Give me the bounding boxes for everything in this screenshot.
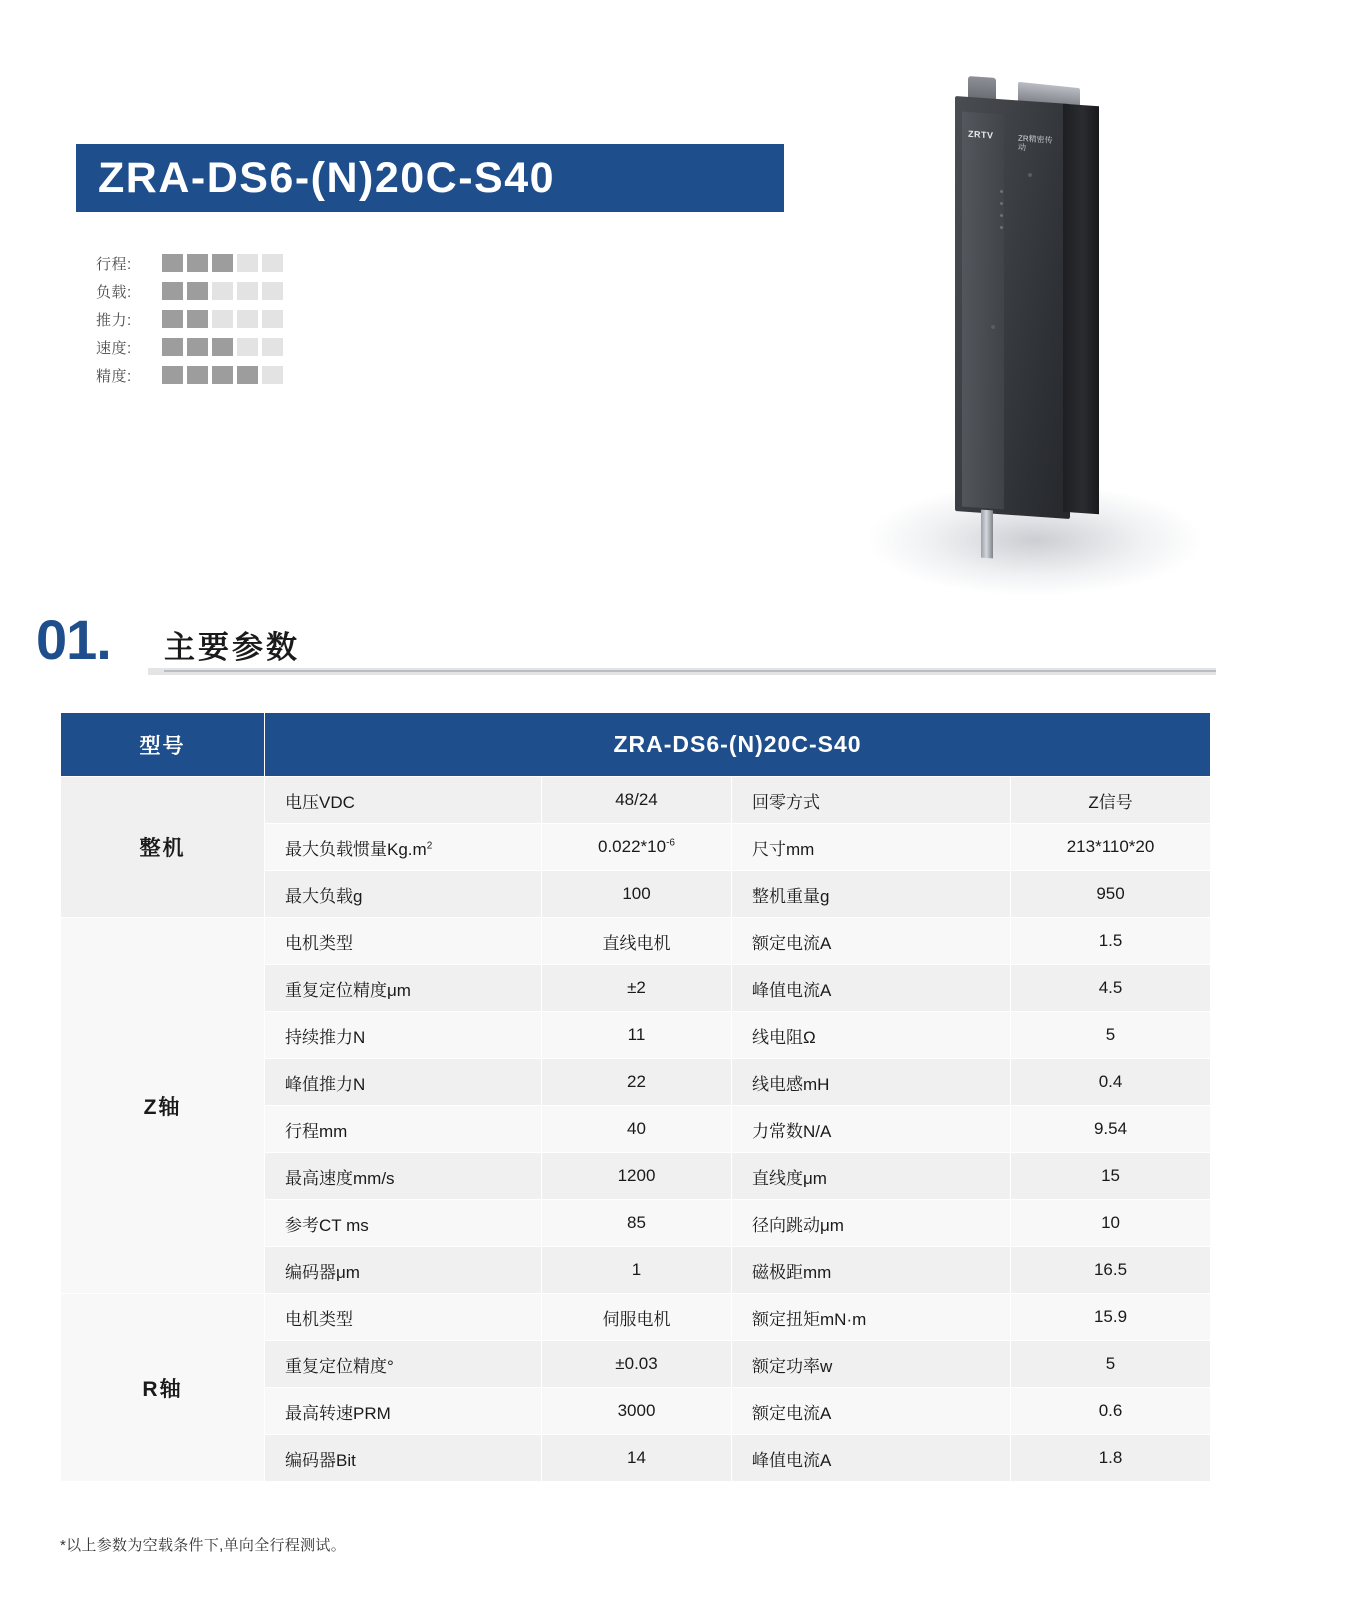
rating-block xyxy=(262,338,283,356)
table-param-name: 行程mm xyxy=(265,1106,542,1153)
rating-block xyxy=(262,254,283,272)
table-param-value: 15 xyxy=(1011,1153,1211,1200)
table-param-value: 22 xyxy=(542,1059,732,1106)
rating-blocks xyxy=(162,254,283,272)
spec-table xyxy=(60,712,1211,1482)
table-param-name: 峰值电流A xyxy=(732,1435,1011,1482)
table-param-name: 峰值电流A xyxy=(732,965,1011,1012)
table-param-name: 力常数N/A xyxy=(732,1106,1011,1153)
table-param-name: 额定功率w xyxy=(732,1341,1011,1388)
table-param-name: 线电阻Ω xyxy=(732,1012,1011,1059)
table-param-name: 额定电流A xyxy=(732,918,1011,965)
device-logo-sub: ZR精密传动 xyxy=(1018,133,1053,153)
rating-block xyxy=(212,254,233,272)
rating-label: 负载: xyxy=(96,283,132,301)
rating-block xyxy=(262,366,283,384)
table-param-value: 100 xyxy=(542,871,732,918)
rating-block xyxy=(237,366,258,384)
table-param-value: 5 xyxy=(1011,1012,1211,1059)
rating-blocks xyxy=(162,366,283,384)
table-param-value: 0.6 xyxy=(1011,1388,1211,1435)
rating-row xyxy=(96,306,396,332)
table-param-value: 85 xyxy=(542,1200,732,1247)
table-param-name: 重复定位精度μm xyxy=(265,965,542,1012)
table-param-name: 尺寸mm xyxy=(732,824,1011,871)
table-param-name: 整机重量g xyxy=(732,871,1011,918)
table-param-value: 16.5 xyxy=(1011,1247,1211,1294)
table-param-name: 最大负载惯量$Kg.m^2$ xyxy=(265,824,542,871)
rating-label: 推力: xyxy=(96,311,132,329)
device-screw xyxy=(991,325,995,329)
table-row xyxy=(61,1294,1211,1341)
table-param-value: 1.8 xyxy=(1011,1435,1211,1482)
device-vent-dots xyxy=(1000,190,1003,238)
rating-row xyxy=(96,250,396,276)
table-param-name: 电压VDC xyxy=(265,777,542,824)
rating-block xyxy=(237,338,258,356)
table-row xyxy=(61,918,1211,965)
table-param-name: 编码器μm xyxy=(265,1247,542,1294)
table-param-value: 0.4 xyxy=(1011,1059,1211,1106)
rating-row xyxy=(96,334,396,360)
rating-blocks xyxy=(162,282,283,300)
device-front-plate xyxy=(962,112,1004,510)
rating-label: 精度: xyxy=(96,367,132,385)
table-param-value: 40 xyxy=(542,1106,732,1153)
table-param-name: 最高速度mm/s xyxy=(265,1153,542,1200)
table-param-name: 编码器Bit xyxy=(265,1435,542,1482)
rating-block xyxy=(237,282,258,300)
product-photo xyxy=(850,55,1270,565)
device-screw xyxy=(1028,173,1032,177)
rating-list xyxy=(96,250,396,390)
table-param-name: 直线度μm xyxy=(732,1153,1011,1200)
table-param-name: 电机类型 xyxy=(265,918,542,965)
rating-block xyxy=(212,282,233,300)
table-param-value: 4.5 xyxy=(1011,965,1211,1012)
rating-block xyxy=(162,254,183,272)
table-header-model-label: 型号 xyxy=(61,713,265,777)
rating-block xyxy=(237,310,258,328)
table-param-value: 1.5 xyxy=(1011,918,1211,965)
rating-blocks xyxy=(162,338,283,356)
table-param-name: 持续推力N xyxy=(265,1012,542,1059)
table-param-value: 213*110*20 xyxy=(1011,824,1211,871)
spec-table-wrapper xyxy=(60,712,1210,1482)
table-param-name: 最高转速PRM xyxy=(265,1388,542,1435)
rating-label: 速度: xyxy=(96,339,132,357)
rating-block xyxy=(187,282,208,300)
rating-row xyxy=(96,278,396,304)
rating-block xyxy=(262,310,283,328)
table-row xyxy=(61,777,1211,824)
table-param-name: 额定扭矩mN·m xyxy=(732,1294,1011,1341)
table-param-name: 磁极距mm xyxy=(732,1247,1011,1294)
rating-block xyxy=(212,310,233,328)
rating-block xyxy=(262,282,283,300)
table-param-value: Z信号 xyxy=(1011,777,1211,824)
table-param-value: 直线电机 xyxy=(542,918,732,965)
rating-block xyxy=(187,338,208,356)
table-param-value: $0.022*10^{-6}$ xyxy=(542,824,732,871)
section-heading xyxy=(36,608,1216,682)
table-param-name: 额定电流A xyxy=(732,1388,1011,1435)
table-param-name: 参考CT ms xyxy=(265,1200,542,1247)
rating-block xyxy=(162,366,183,384)
rating-block xyxy=(162,338,183,356)
table-group-label: R轴 xyxy=(61,1294,265,1482)
table-param-value: 950 xyxy=(1011,871,1211,918)
rating-block xyxy=(212,366,233,384)
table-param-name: 峰值推力N xyxy=(265,1059,542,1106)
table-param-name: 最大负载g xyxy=(265,871,542,918)
product-title-bar xyxy=(76,144,784,212)
table-param-value: 1 xyxy=(542,1247,732,1294)
table-param-value: ±2 xyxy=(542,965,732,1012)
table-group-label: Z轴 xyxy=(61,918,265,1294)
rating-block xyxy=(187,310,208,328)
table-group-label: 整机 xyxy=(61,777,265,918)
table-header-row xyxy=(61,713,1211,777)
rating-block xyxy=(162,310,183,328)
section-number: 01. xyxy=(36,608,111,671)
table-param-name: 线电感mH xyxy=(732,1059,1011,1106)
table-param-value: 3000 xyxy=(542,1388,732,1435)
device-side-panel xyxy=(1063,104,1099,515)
rating-block xyxy=(162,282,183,300)
table-param-name: 回零方式 xyxy=(732,777,1011,824)
table-param-name: 径向跳动μm xyxy=(732,1200,1011,1247)
table-param-value: 9.54 xyxy=(1011,1106,1211,1153)
table-header-model-value: ZRA-DS6-(N)20C-S40 xyxy=(265,713,1211,777)
device-logo: ZRTV xyxy=(968,128,994,141)
section-rule xyxy=(164,670,1216,672)
table-param-value: 1200 xyxy=(542,1153,732,1200)
rating-block xyxy=(187,254,208,272)
table-param-name: 电机类型 xyxy=(265,1294,542,1341)
table-param-value: 15.9 xyxy=(1011,1294,1211,1341)
rating-label: 行程: xyxy=(96,255,132,273)
table-param-value: 伺服电机 xyxy=(542,1294,732,1341)
table-param-value: 14 xyxy=(542,1435,732,1482)
table-param-value: ±0.03 xyxy=(542,1341,732,1388)
rating-blocks xyxy=(162,310,283,328)
table-param-value: 10 xyxy=(1011,1200,1211,1247)
table-footnote: *以上参数为空载条件下,单向全行程测试。 xyxy=(60,1537,347,1554)
table-param-name: 重复定位精度° xyxy=(265,1341,542,1388)
rating-block xyxy=(212,338,233,356)
table-param-value: 48/24 xyxy=(542,777,732,824)
page-title: ZRA-DS6-(N)20C-S40 xyxy=(98,153,556,202)
rating-block xyxy=(237,254,258,272)
rating-row xyxy=(96,362,396,388)
section-title: 主要参数 xyxy=(164,630,300,665)
device-output-shaft xyxy=(981,510,993,559)
table-param-value: 5 xyxy=(1011,1341,1211,1388)
table-param-value: 11 xyxy=(542,1012,732,1059)
rating-block xyxy=(187,366,208,384)
